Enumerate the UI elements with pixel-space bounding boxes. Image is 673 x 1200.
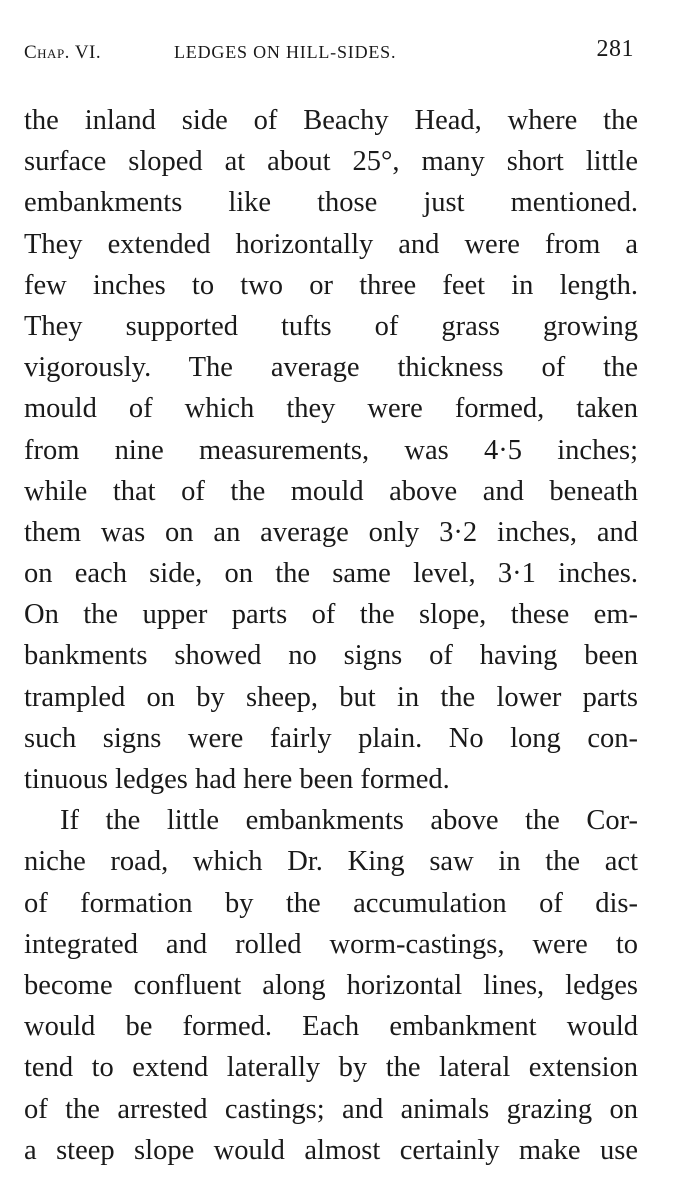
text-line: the inland side of Beachy Head, where the bbox=[24, 105, 638, 136]
text-line: of formation by the accumulation of dis- bbox=[24, 887, 638, 919]
text-line: They extended horizontally and were from a bbox=[24, 228, 638, 260]
text-line: On the upper parts of the slope, these em- bbox=[24, 599, 638, 631]
text-line: mould of which they were formed, taken bbox=[24, 393, 638, 425]
text-line: such signs were fairly plain. No long con- bbox=[24, 722, 638, 754]
paragraph-1 bbox=[24, 100, 638, 800]
text-line: from nine measurements, was 4·5 inches; bbox=[24, 434, 638, 466]
page-number: 281 bbox=[596, 36, 634, 62]
text-line: tend to extend laterally by the lateral extension bbox=[24, 1052, 638, 1084]
paragraph-2 bbox=[24, 800, 638, 1171]
running-title: LEDGES ON HILL-SIDES. bbox=[174, 42, 397, 62]
chapter-label: Chap. VI. bbox=[24, 42, 102, 63]
text-line: on each side, on the same level, 3·1 inches. bbox=[24, 558, 638, 590]
text-line: surface sloped at about 25°, many short little bbox=[24, 146, 638, 178]
text-line: If the little embankments above the Cor- bbox=[60, 805, 638, 837]
book-page bbox=[24, 28, 638, 1171]
text-line: become confluent along horizontal lines, ledges bbox=[24, 969, 638, 1001]
text-line: tinuous ledges had here been formed. bbox=[24, 764, 450, 795]
text-line: trampled on by sheep, but in the lower parts bbox=[24, 681, 638, 713]
running-head bbox=[24, 28, 638, 72]
text-line: them was on an average only 3·2 inches, and bbox=[24, 516, 638, 548]
text-line: while that of the mould above and beneath bbox=[24, 475, 638, 507]
body-text bbox=[24, 100, 638, 1171]
text-line: would be formed. Each embankment would bbox=[24, 1011, 638, 1043]
text-line: few inches to two or three feet in length. bbox=[24, 269, 638, 301]
text-line: a steep slope would almost certainly make use bbox=[24, 1134, 638, 1166]
text-line: integrated and rolled worm-castings, were to bbox=[24, 928, 638, 960]
text-line: They supported tufts of grass growing bbox=[24, 310, 638, 342]
text-line: niche road, which Dr. King saw in the act bbox=[24, 846, 638, 878]
text-line: embankments like those just mentioned. bbox=[24, 187, 638, 219]
text-line: of the arrested castings; and animals grazing on bbox=[24, 1093, 638, 1125]
text-line: vigorously. The average thickness of the bbox=[24, 352, 638, 384]
text-line: bankments showed no signs of having been bbox=[24, 640, 638, 672]
